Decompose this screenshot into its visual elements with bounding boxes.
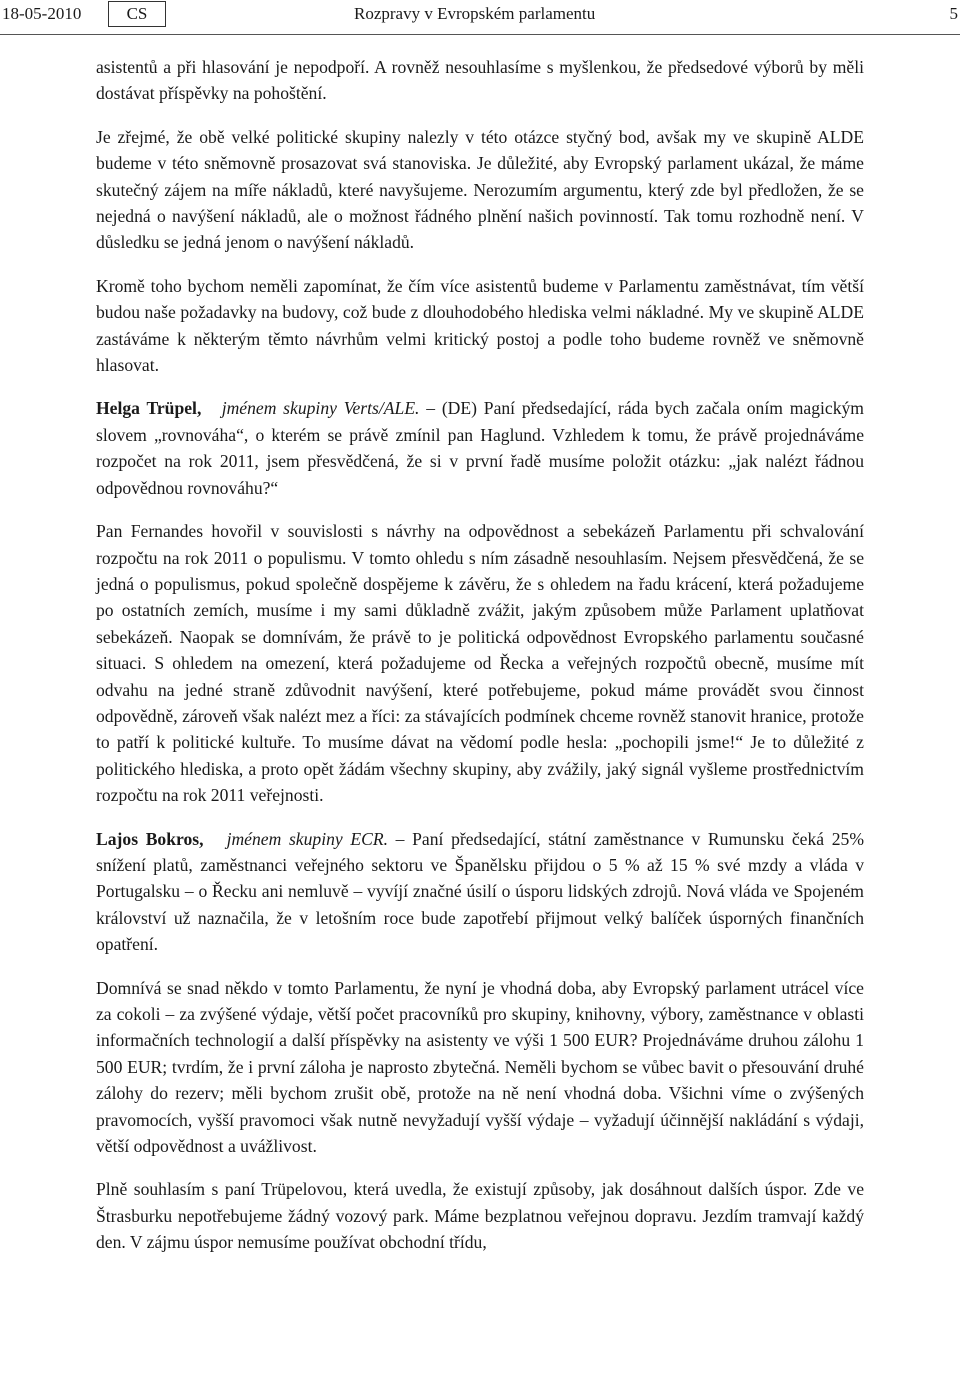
paragraph-text: Plně souhlasím s paní Trüpelovou, která uvedla, že existují způsoby, jak dosáhnout dalších úspor. Zde ve Štrasburku nepotřebujeme žádný vozový park. Máme bezplatnou veřejnou dopravu. Jezdím tramvají každý den. V zájmu úspor nemusíme používat obchodní třídu, (96, 1179, 864, 1253)
paragraph-text: – (DE) Paní předsedající, ráda bych začala oním magickým slovem „rovnováha“, o kterém se právě zmínil pan Haglund. Vzhledem k tomu, že právě projednáváme rozpočet na rok 2011, jsem přesvědčená, že si v první řadě musíme položit otázku: „jak nalézt řádnou odpovědnou rovnováhu?“ (96, 398, 864, 498)
document-body (96, 54, 864, 1273)
speaker-name: Lajos Bokros, (96, 828, 204, 849)
paragraph (96, 273, 864, 379)
page-number: 5 (949, 4, 958, 23)
speech-paragraph (96, 826, 864, 958)
speaker-affiliation: jménem skupiny ECR. (226, 828, 388, 849)
paragraph (96, 975, 864, 1160)
header-date: 18-05-2010 (2, 4, 82, 23)
paragraph (96, 54, 864, 107)
page-header (0, 0, 960, 35)
paragraph-text: – Paní předsedající, státní zaměstnance v Rumunsku čeká 25% snížení platů, zaměstnanci veřejného sektoru ve Španělsku přijdou o 5 % až 15 % své mzdy a vláda v Portugalsku – o Řecku ani nemluvě – vyvíjí značné úsilí o úsporu lidských zdrojů. Nová vláda ve Spojeném království už naznačila, že v letošním roce bude zapotřebí přijmout velký balíček úsporných finančních opatření. (96, 828, 864, 955)
paragraph-text: Kromě toho bychom neměli zapomínat, že čím více asistentů budeme v Parlamentu zaměstnávat, tím větší budou naše požadavky na budovy, což bude z dlouhodobého hlediska velmi nákladné. My ve skupině ALDE zastáváme k některým těmto návrhům velmi kritický postoj a podle toho budeme rovněž ve sněmovně hlasovat. (96, 275, 864, 376)
paragraph (96, 518, 864, 808)
paragraph-text: asistentů a při hlasování je nepodpoří. A rovněž nesouhlasíme s myšlenkou, že předsedové výborů by měli dostávat příspěvky na pohoštění. (96, 57, 864, 104)
speech-paragraph (96, 395, 864, 501)
speaker-name: Helga Trüpel, (96, 398, 202, 419)
paragraph-text: Domnívá se snad někdo v tomto Parlamentu, že nyní je vhodná doba, aby Evropský parlament utrácel více za cokoli – za zvýšené výdaje, větší počet pracovníků pro skupiny, knihovny, výbory, zaměstnance v oblasti informačních technologií a další příspěvky na asistenty ve výši 1 500 EUR? Projednáváme druhou zálohu 1 500 EUR; tvrdím, že i první záloha je naprosto zbytečná. Neměli bychom se vůbec bavit o přesouvání druhé zálohy do rezerv; měli bychom zrušit obě, protože na ně není vhodná doba. Všichni víme o zvýšených pravomocích, vyšší pravomoci však nutně nevyžadují vyšší výdaje – vyžadují účinnější nakládání s výdaji, větší odpovědnost a uvážlivost. (96, 977, 864, 1157)
document-title: Rozpravy v Evropském parlamentu (354, 4, 596, 23)
paragraph-text: Je zřejmé, že obě velké politické skupiny nalezly v této otázce styčný bod, avšak my ve skupině ALDE budeme v této sněmovně prosazovat svá stanoviska. Je důležité, aby Evropský parlament ukázal, že máme skutečný zájem na míře nákladů, které navyšujeme. Nerozumím argumentu, který zde byl předložen, že se nejedná o navýšení nákladů, ale o možnost řádného plnění našich povinností. Tak tomu rozhodně není. V důsledku se jedná jenom o navýšení nákladů. (96, 126, 864, 253)
speaker-affiliation: jménem skupiny Verts/ALE. (221, 398, 420, 419)
paragraph (96, 124, 864, 256)
paragraph-text: Pan Fernandes hovořil v souvislosti s návrhy na odpovědnost a sebekázeň Parlamentu při schvalování rozpočtu na rok 2011 o populismu. V tomto ohledu s ním zásadně nesouhlasím. Nejsem přesvědčená, že se jedná o populismus, pokud společně dospějeme k závěru, že s ohledem na řadu krácení, která požadujeme po ostatních zemích, musíme i my sami důkladně zvážit, jakým způsobem může Parlament uplatňovat sebekázeň. Naopak se domnívám, že právě to je politická odpovědnost Evropského parlamentu současné situaci. S ohledem na omezení, která požadujeme od Řecka a veřejných rozpočtů obecně, musíme mít odvahu na jedné straně zdůvodnit navýšení, které potřebujeme, pokud máme provádět svou činnost odpovědně, zároveň však nalézt mez a říci: za stávajících podmínek chceme rovněž stanovit hranice, protože to patří k politické kultuře. To musíme dávat na vědomí podle hesla: „pochopili jsme!“ Je to důležité z politického hlediska, a proto opět žádám všechny skupiny, aby zvážily, jaký signál vyšleme prostřednictvím rozpočtu na rok 2011 veřejnosti. (96, 521, 864, 806)
paragraph (96, 1176, 864, 1255)
language-badge: CS (108, 1, 166, 27)
